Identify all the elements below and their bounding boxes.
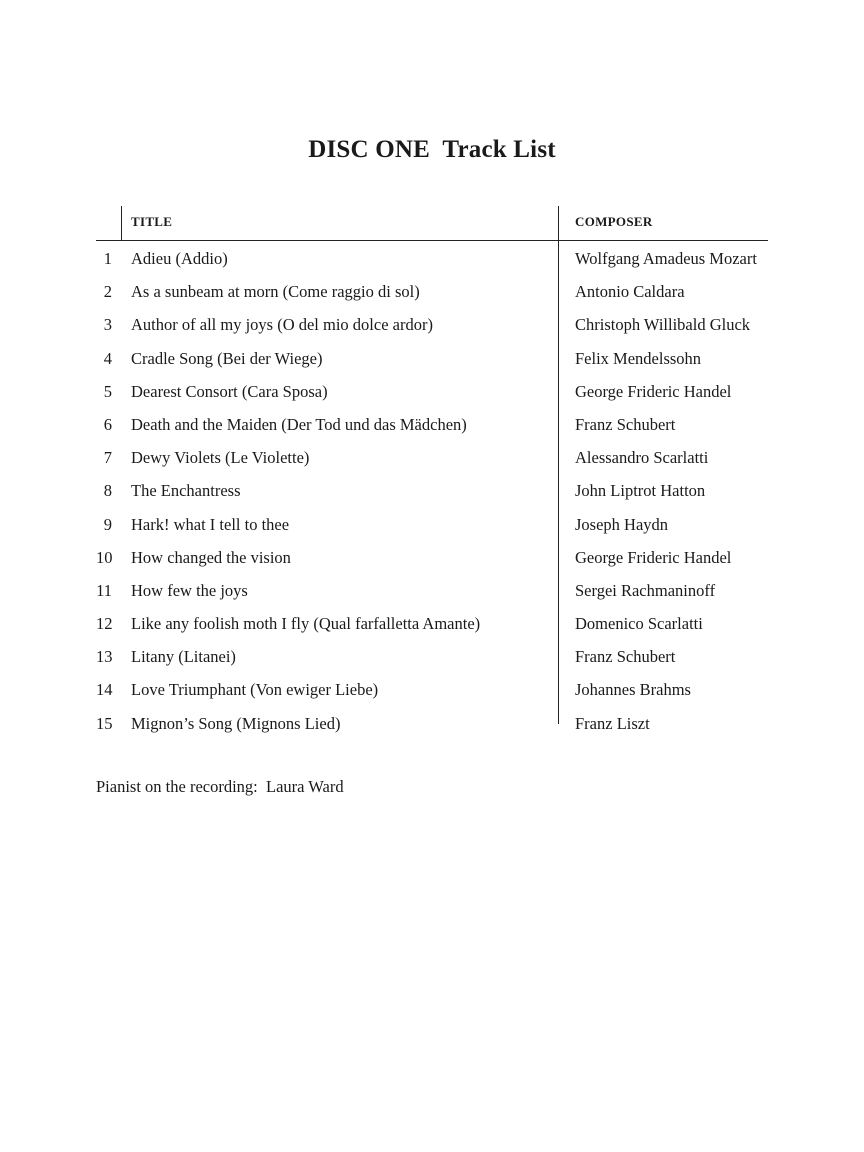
table-row	[96, 443, 768, 476]
track-number: 15	[96, 713, 113, 733]
table-row	[96, 244, 768, 277]
track-number: 13	[96, 647, 113, 667]
table-row	[96, 709, 768, 742]
table-row	[96, 344, 768, 377]
table-row	[96, 609, 768, 642]
track-number: 14	[96, 680, 113, 700]
track-number: 9	[103, 514, 112, 534]
table-row	[96, 543, 768, 576]
track-title: The Enchantress	[131, 481, 241, 501]
track-title: Death and the Maiden (Der Tod und das Mädchen)	[131, 414, 467, 434]
track-composer: Franz Liszt	[575, 713, 650, 733]
track-title: Cradle Song (Bei der Wiege)	[131, 348, 323, 368]
track-number: 10	[96, 547, 113, 567]
track-composer: Wolfgang Amadeus Mozart	[575, 249, 757, 268]
track-number: 8	[103, 481, 112, 501]
track-title: Dearest Consort (Cara Sposa)	[131, 381, 328, 401]
track-number: 12	[96, 614, 113, 634]
table-row	[96, 377, 768, 410]
track-title: Hark! what I tell to thee	[131, 514, 290, 534]
track-composer: Alessandro Scarlatti	[575, 448, 709, 468]
track-composer: Christoph Willibald Gluck	[575, 315, 751, 335]
column-header-composer: COMPOSER	[575, 214, 653, 229]
track-title: As a sunbeam at morn (Come raggio di sol)	[131, 282, 420, 302]
table-row	[96, 576, 768, 609]
track-title: Litany (Litanei)	[131, 647, 236, 667]
track-number: 6	[103, 414, 112, 434]
track-composer: Joseph Haydn	[575, 514, 669, 534]
table-row	[96, 642, 768, 675]
track-number: 3	[103, 315, 112, 335]
track-composer: Antonio Caldara	[575, 282, 685, 302]
track-title: Adieu (Addio)	[131, 249, 228, 268]
track-composer: Felix Mendelssohn	[575, 348, 702, 368]
table-row	[96, 277, 768, 310]
track-title: Mignon’s Song (Mignons Lied)	[131, 713, 341, 733]
track-rows	[96, 241, 768, 742]
track-title: How changed the vision	[131, 547, 291, 567]
table-row	[96, 410, 768, 443]
table-row	[96, 675, 768, 708]
track-list-table	[96, 206, 768, 742]
page-title: DISC ONE Track List	[308, 136, 556, 163]
track-composer: George Frideric Handel	[575, 547, 732, 567]
track-title: Dewy Violets (Le Violette)	[131, 448, 310, 468]
track-composer: Sergei Rachmaninoff	[575, 580, 716, 600]
track-number: 2	[103, 282, 112, 302]
track-composer: Franz Schubert	[575, 414, 676, 434]
track-number: 7	[103, 448, 112, 468]
track-number: 1	[103, 249, 112, 268]
track-number: 5	[103, 381, 112, 401]
track-composer: John Liptrot Hatton	[575, 481, 706, 501]
track-title: Like any foolish moth I fly (Qual farfalletta Amante)	[131, 614, 481, 634]
table-row	[96, 310, 768, 343]
track-title: Author of all my joys (O del mio dolce ardor)	[131, 315, 433, 335]
table-row	[96, 476, 768, 509]
track-composer: Johannes Brahms	[575, 680, 691, 700]
track-composer: Domenico Scarlatti	[575, 614, 703, 634]
track-number: 4	[103, 348, 112, 368]
track-composer: George Frideric Handel	[575, 381, 732, 401]
pianist-note: Pianist on the recording: Laura Ward	[96, 777, 344, 796]
track-number: 11	[96, 580, 112, 600]
table-row	[96, 510, 768, 543]
track-title: Love Triumphant (Von ewiger Liebe)	[131, 680, 379, 700]
track-title: How few the joys	[131, 580, 248, 600]
column-header-title: TITLE	[131, 214, 173, 229]
track-composer: Franz Schubert	[575, 647, 676, 667]
table-header-row	[96, 206, 768, 241]
